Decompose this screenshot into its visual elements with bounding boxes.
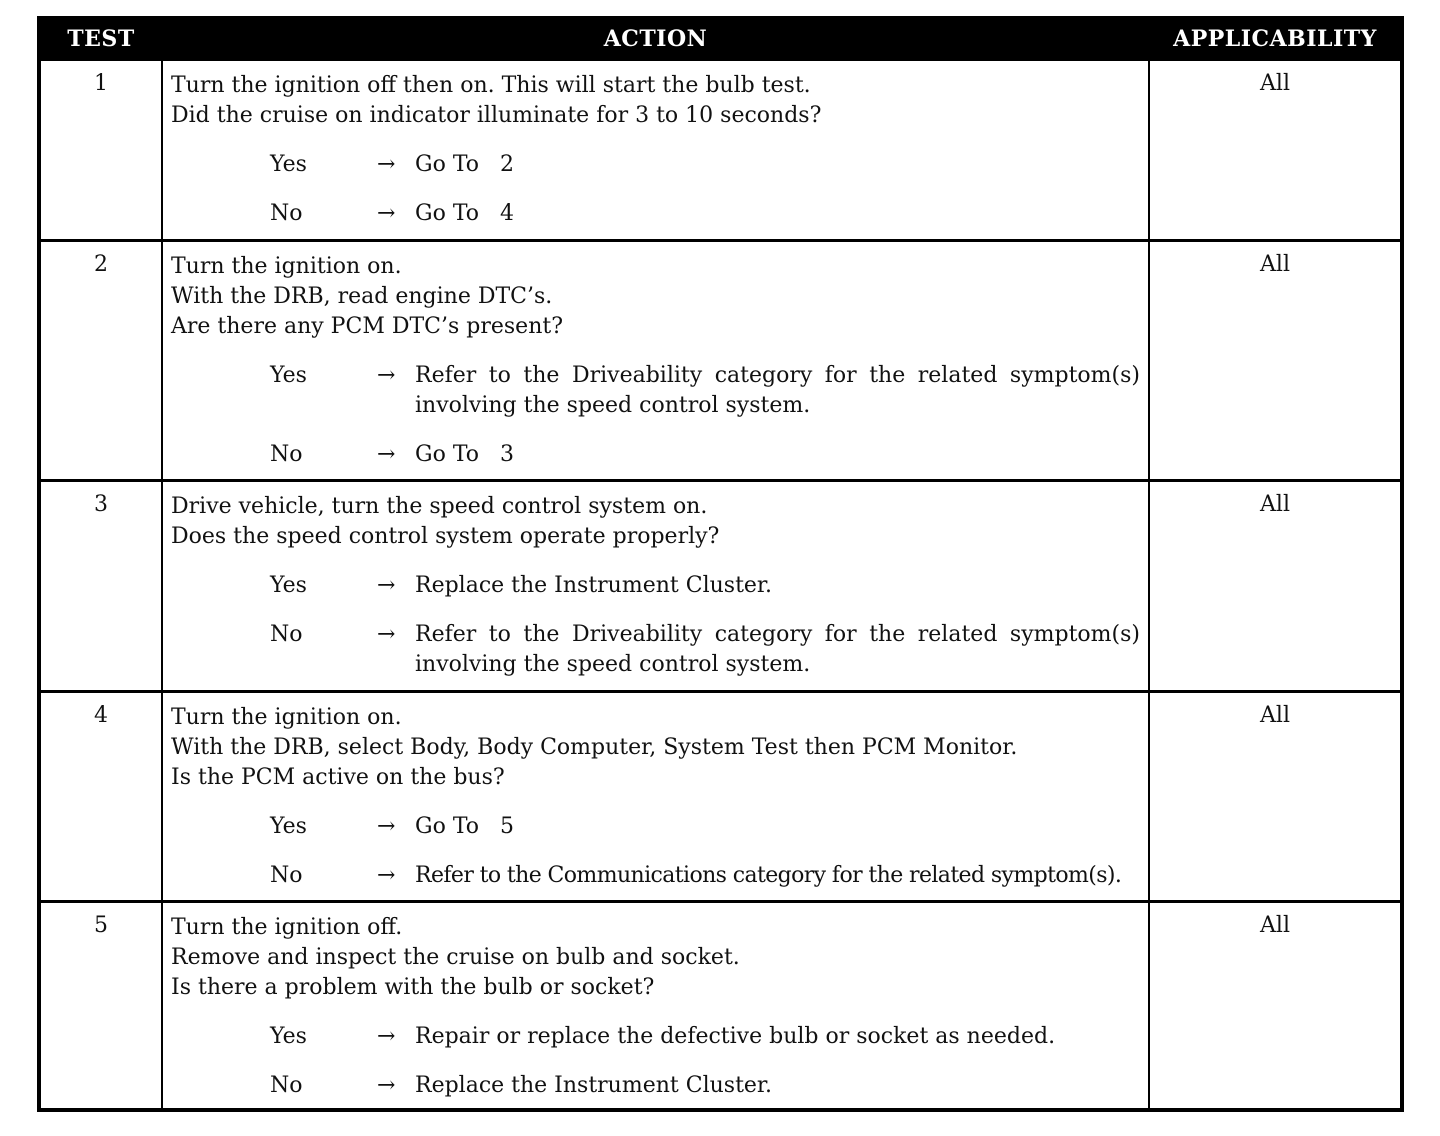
arrow-icon: → <box>377 863 396 888</box>
action-line: Is the PCM active on the bus? <box>171 765 505 790</box>
option-answer: Yes <box>270 573 307 598</box>
test-number: 3 <box>41 479 161 690</box>
test-applicability: All <box>1150 690 1400 900</box>
option-answer: No <box>270 863 303 888</box>
arrow-icon: → <box>377 622 396 647</box>
action-line: Does the speed control system operate properly? <box>171 524 720 549</box>
header-action: ACTION <box>161 20 1150 58</box>
test-number: 5 <box>41 900 161 1108</box>
option-row <box>171 1071 1140 1101</box>
option-answer: Yes <box>270 152 307 177</box>
option-row <box>171 199 1140 229</box>
option-row <box>171 150 1140 180</box>
option-result: Go To 2 <box>415 152 514 177</box>
option-answer: No <box>270 442 303 467</box>
arrow-icon: → <box>377 814 396 839</box>
option-result: Go To 3 <box>415 442 514 467</box>
option-result: Refer to the Driveability category for the related symptom(s) involving the speed control system. <box>415 363 1140 418</box>
header-applicability: APPLICABILITY <box>1150 20 1400 58</box>
option-row <box>171 861 1140 891</box>
option-answer: Yes <box>270 814 307 839</box>
test-number: 4 <box>41 690 161 900</box>
arrow-icon: → <box>377 201 396 226</box>
action-line: Did the cruise on indicator illuminate for 3 to 10 seconds? <box>171 103 822 128</box>
option-answer: No <box>270 1073 303 1098</box>
option-answer: Yes <box>270 363 307 388</box>
test-action <box>161 58 1150 239</box>
test-applicability: All <box>1150 239 1400 479</box>
option-row <box>171 620 1140 680</box>
option-row <box>171 440 1140 470</box>
arrow-icon: → <box>377 442 396 467</box>
arrow-icon: → <box>377 1073 396 1098</box>
option-answer: No <box>270 622 303 647</box>
option-result: Replace the Instrument Cluster. <box>415 1073 773 1098</box>
test-applicability: All <box>1150 900 1400 1108</box>
test-action <box>161 900 1150 1108</box>
action-line: Are there any PCM DTC’s present? <box>171 314 563 339</box>
option-result: Refer to the Communications category for the related symptom(s). <box>415 863 1122 888</box>
action-line: Turn the ignition off then on. This will start the bulb test. <box>171 73 811 98</box>
option-result: Repair or replace the defective bulb or socket as needed. <box>415 1024 1056 1049</box>
action-line: Drive vehicle, turn the speed control system on. <box>171 494 708 519</box>
test-applicability: All <box>1150 479 1400 690</box>
option-row <box>171 1022 1140 1052</box>
arrow-icon: → <box>377 573 396 598</box>
arrow-icon: → <box>377 152 396 177</box>
action-line: Turn the ignition on. <box>171 254 402 279</box>
test-number: 2 <box>41 239 161 479</box>
arrow-icon: → <box>377 363 396 388</box>
test-action <box>161 239 1150 479</box>
option-row <box>171 361 1140 421</box>
action-line: Remove and inspect the cruise on bulb and socket. <box>171 945 740 970</box>
test-action <box>161 690 1150 900</box>
header-test: TEST <box>41 20 161 58</box>
action-line: With the DRB, read engine DTC’s. <box>171 284 553 309</box>
option-answer: No <box>270 201 303 226</box>
option-result: Go To 5 <box>415 814 514 839</box>
action-line: Is there a problem with the bulb or socket? <box>171 975 655 1000</box>
arrow-icon: → <box>377 1024 396 1049</box>
option-result: Refer to the Driveability category for the related symptom(s) involving the speed control system. <box>415 622 1140 677</box>
option-row <box>171 812 1140 842</box>
action-line: Turn the ignition off. <box>171 915 403 940</box>
action-line: With the DRB, select Body, Body Computer, System Test then PCM Monitor. <box>171 735 1018 760</box>
test-applicability: All <box>1150 58 1400 239</box>
option-answer: Yes <box>270 1024 307 1049</box>
test-action <box>161 479 1150 690</box>
option-row <box>171 571 1140 601</box>
diagnostic-test-table <box>37 16 1404 1112</box>
option-result: Go To 4 <box>415 201 514 226</box>
action-line: Turn the ignition on. <box>171 705 402 730</box>
option-result: Replace the Instrument Cluster. <box>415 573 773 598</box>
test-number: 1 <box>41 58 161 239</box>
